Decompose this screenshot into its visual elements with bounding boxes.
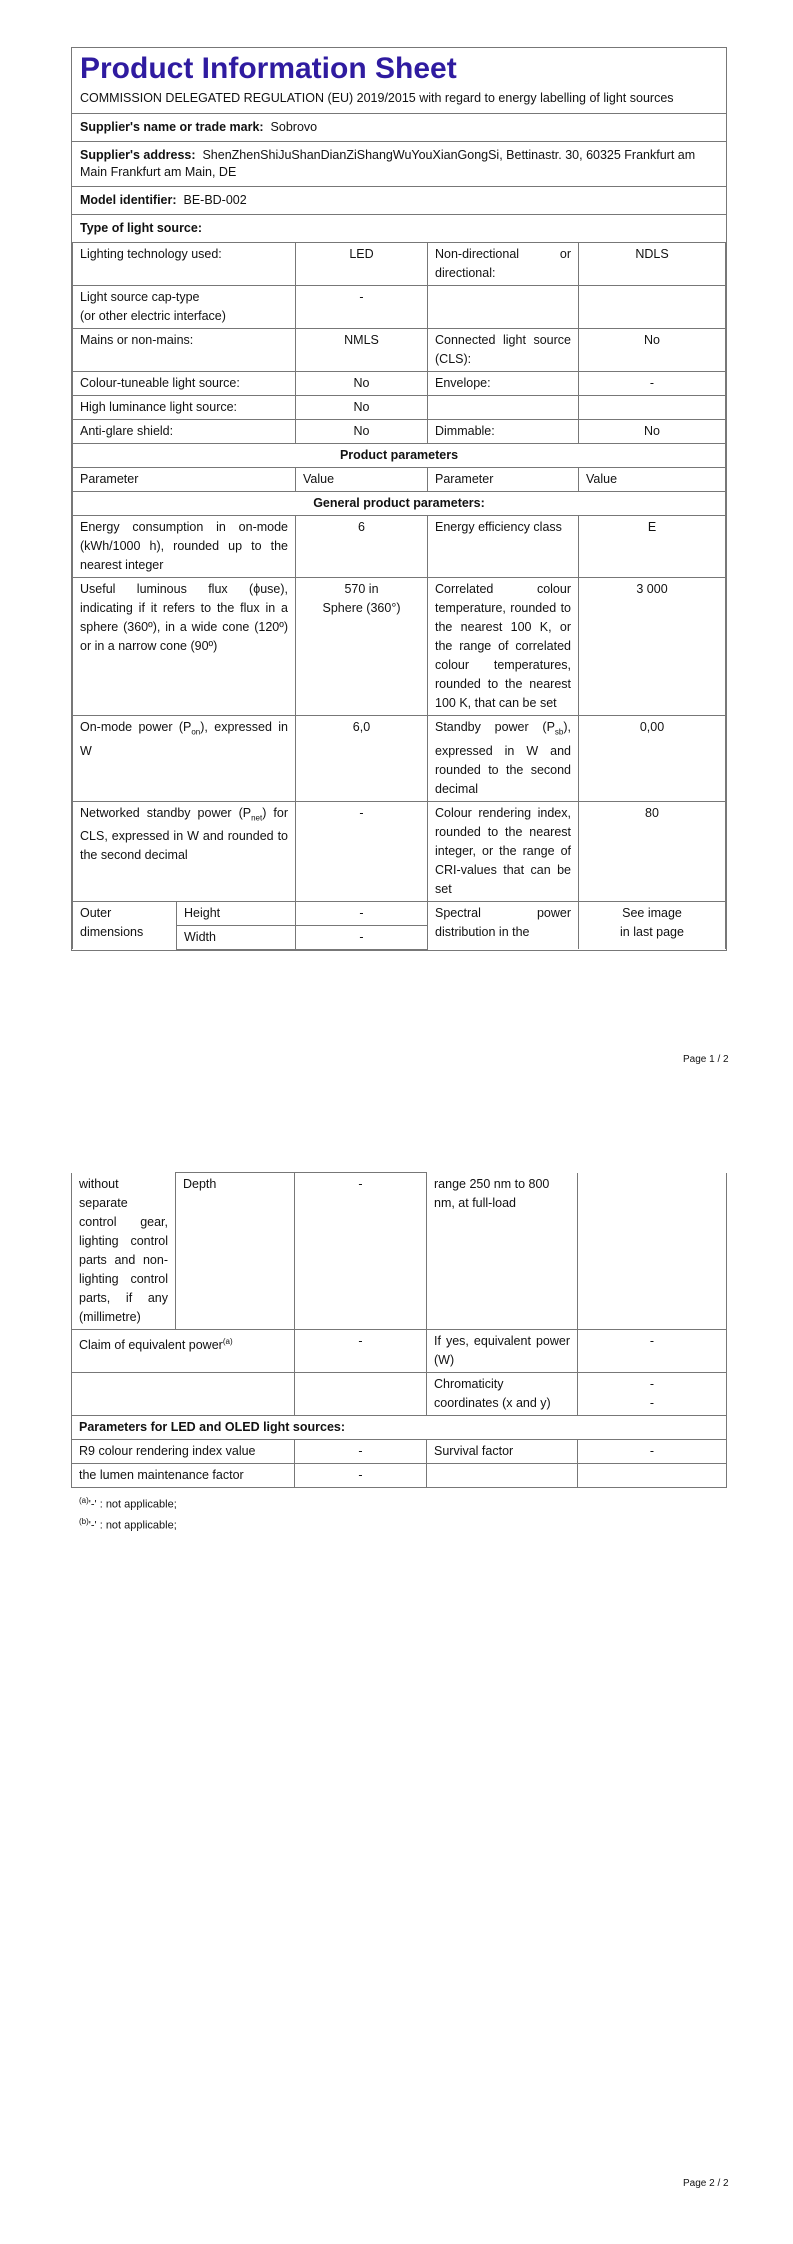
surv-value: -: [578, 1439, 727, 1463]
cct-label: Correlated colour temperature, rounded to the nearest 100 K, or the range of correlated colour temperatures, rounded to the nearest 100 K, that can be set: [428, 578, 579, 716]
highlum-value: No: [296, 396, 428, 420]
spd-value-line2: in last page: [620, 924, 684, 939]
table-row: [73, 243, 726, 286]
col-header-param1: Parameter: [73, 468, 296, 492]
outer-label-p2: without separate control gear, lighting control parts and non-lighting control parts, if any (millimetre): [72, 1173, 176, 1330]
lm-label: the lumen maintenance factor: [72, 1463, 295, 1487]
table-row: [73, 444, 726, 468]
tech-label: Lighting technology used:: [73, 243, 296, 286]
model-value: BE-BD-002: [183, 193, 247, 207]
chroma-label: Chromaticity coordinates (x and y): [427, 1372, 578, 1415]
table-row: [72, 1463, 727, 1487]
page-number-2: Page 2 / 2: [683, 2178, 729, 2189]
footnotes: [71, 1492, 727, 1535]
cls-value: No: [579, 329, 726, 372]
footnote-a-text: '-' : not applicable;: [88, 1498, 177, 1511]
pnet-label-a: Networked standby power (P: [80, 805, 252, 820]
table-row: [73, 420, 726, 444]
env-label: Envelope:: [428, 372, 579, 396]
psb-label-b: ), expressed in W and rounded to the second decimal: [435, 720, 571, 796]
table-row: [72, 1329, 727, 1372]
chroma-value: [578, 1372, 727, 1415]
table-row: [72, 1415, 727, 1439]
depth-value: -: [295, 1173, 427, 1330]
tech-value: LED: [296, 243, 428, 286]
page-1: [71, 47, 727, 951]
mains-value: NMLS: [296, 329, 428, 372]
empty-cell: [427, 1463, 578, 1487]
equiv-w-value: -: [578, 1329, 727, 1372]
cri-label: Colour rendering index, rounded to the nearest integer, or the range of CRI-values that can be set: [428, 801, 579, 901]
type-table: [72, 242, 726, 902]
cap-label-line1: Light source cap-type: [80, 290, 200, 304]
pon-label-a: On-mode power (P: [80, 720, 192, 734]
lm-value: -: [295, 1463, 427, 1487]
type-heading: Type of light source:: [80, 221, 202, 235]
table-row: [73, 801, 726, 901]
outer-dims-table-p2: [71, 1172, 727, 1488]
dir-value: NDLS: [579, 243, 726, 286]
depth-label: Depth: [176, 1173, 295, 1330]
spd-value: [579, 901, 726, 949]
footnote-b-mark: (b): [79, 1517, 89, 1527]
model-row: [72, 187, 726, 215]
psb-value: 0,00: [579, 716, 726, 802]
equiv-label: [72, 1329, 295, 1372]
cls-label: Connected light source (CLS):: [428, 329, 579, 372]
tune-value: No: [296, 372, 428, 396]
table-row: [73, 492, 726, 516]
regulation-text: COMMISSION DELEGATED REGULATION (EU) 2019/2015 with regard to energy labelling of light sources: [80, 91, 674, 105]
height-value: -: [296, 901, 428, 925]
mains-label: Mains or non-mains:: [73, 329, 296, 372]
page-title: Product Information Sheet: [80, 52, 457, 85]
footnote-b: [79, 1513, 727, 1535]
table-row: [72, 1372, 727, 1415]
width-label: Width: [177, 925, 296, 949]
eec-label: Energy efficiency class: [428, 516, 579, 578]
type-heading-row: [72, 215, 726, 242]
highlum-label: High luminance light source:: [73, 396, 296, 420]
empty-cell: [72, 1372, 295, 1415]
psb-label-a: Standby power (P: [435, 720, 555, 734]
pon-sub: on: [191, 727, 201, 737]
chroma-y: -: [649, 1395, 655, 1410]
flux-value: [296, 578, 428, 716]
empty-cell: [578, 1463, 727, 1487]
energy-value: 6: [296, 516, 428, 578]
table-row: [72, 1173, 727, 1330]
psb-sub: sb: [554, 727, 564, 737]
outer-label-p1: Outer dimensions: [73, 901, 177, 949]
spd-label-p2: range 250 nm to 800 nm, at full-load: [427, 1173, 578, 1330]
pnet-label-b: ) for CLS, expressed in W and rounded to the second decimal: [80, 805, 288, 862]
col-header-param2: Parameter: [428, 468, 579, 492]
dim-value: No: [579, 420, 726, 444]
footnote-b-text: '-' : not applicable;: [88, 1519, 177, 1532]
spd-value-line1: See image: [622, 905, 682, 920]
supplier-name-value: Sobrovo: [270, 120, 318, 134]
pnet-value: -: [296, 801, 428, 901]
empty-cell: [428, 396, 579, 420]
pnet-sub: net: [251, 813, 263, 822]
equiv-value: -: [295, 1329, 427, 1372]
glare-label: Anti-glare shield:: [73, 420, 296, 444]
flux-label: Useful luminous flux (ϕuse), indicating if it refers to the flux in a sphere (360º), in a wide cone (120º) or in a narrow cone (90º): [73, 578, 296, 716]
supplier-address-label: Supplier's address:: [80, 148, 196, 162]
flux-value-line2: Sphere (360°): [322, 601, 401, 615]
pon-label: [73, 716, 296, 802]
energy-label: Energy consumption in on-mode (kWh/1000 h), rounded up to the nearest integer: [73, 516, 296, 578]
equiv-label-text: Claim of equivalent power: [79, 1337, 223, 1352]
supplier-name-row: [72, 114, 726, 142]
pon-value: 6,0: [296, 716, 428, 802]
outer-dims-table-p1: [72, 901, 726, 950]
page-number-1: Page 1 / 2: [683, 1054, 729, 1065]
col-header-value1: Value: [296, 468, 428, 492]
model-label: Model identifier:: [80, 193, 177, 207]
table-row: [73, 286, 726, 329]
equiv-sup: (a): [222, 1336, 233, 1346]
empty-cell: [295, 1372, 427, 1415]
supplier-address-row: [72, 142, 726, 187]
r9-label: R9 colour rendering index value: [72, 1439, 295, 1463]
eec-value: E: [579, 516, 726, 578]
tune-label: Colour-tuneable light source:: [73, 372, 296, 396]
table-row: [73, 516, 726, 578]
height-label: Height: [177, 901, 296, 925]
supplier-address-value: ShenZhenShiJuShanDianZiShangWuYouXianGongSi, Bettinastr. 30, 60325 Frankfurt am Main Frankfurt am Main, DE: [80, 148, 696, 179]
table-row: [73, 578, 726, 716]
chroma-x: -: [649, 1376, 655, 1391]
pnet-label: [73, 801, 296, 901]
surv-label: Survival factor: [427, 1439, 578, 1463]
footnote-a-mark: (a): [79, 1495, 89, 1505]
led-heading: Parameters for LED and OLED light sources:: [72, 1415, 727, 1439]
spd-empty: [578, 1173, 727, 1330]
width-value: -: [296, 925, 428, 949]
table-row: [73, 901, 726, 925]
table-row: [73, 716, 726, 802]
spd-label-p1: Spectral power distribution in the: [428, 901, 579, 949]
general-heading: General product parameters:: [73, 492, 726, 516]
dir-label: Non-directional or directional:: [428, 243, 579, 286]
cap-label-line2: (or other electric interface): [80, 309, 226, 323]
page-2: [71, 1172, 727, 1535]
cct-value: 3 000: [579, 578, 726, 716]
cap-value: -: [296, 286, 428, 329]
glare-value: No: [296, 420, 428, 444]
empty-cell: [579, 286, 726, 329]
dim-label: Dimmable:: [428, 420, 579, 444]
table-row: [73, 396, 726, 420]
flux-value-line1: 570 in: [344, 582, 379, 596]
supplier-name-label: Supplier's name or trade mark:: [80, 120, 264, 134]
product-params-heading: Product parameters: [73, 444, 726, 468]
psb-label: [428, 716, 579, 802]
empty-cell: [579, 396, 726, 420]
table-row: [72, 1439, 727, 1463]
cri-value: 80: [579, 801, 726, 901]
table-row: [73, 329, 726, 372]
footnote-a: [79, 1492, 727, 1514]
title-block: [72, 48, 726, 114]
cap-label: [73, 286, 296, 329]
env-value: -: [579, 372, 726, 396]
table-row: [73, 468, 726, 492]
table-row: [73, 372, 726, 396]
equiv-w-label: If yes, equivalent power (W): [427, 1329, 578, 1372]
empty-cell: [428, 286, 579, 329]
col-header-value2: Value: [579, 468, 726, 492]
pon-label-b: ), expressed in W: [80, 720, 288, 758]
r9-value: -: [295, 1439, 427, 1463]
